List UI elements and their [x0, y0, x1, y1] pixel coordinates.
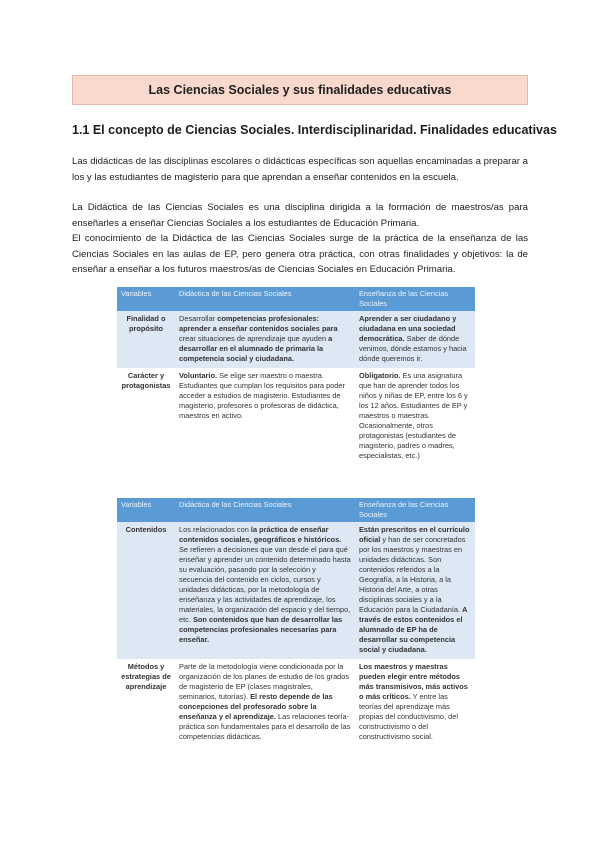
cell-ensenanza [355, 659, 475, 746]
row-label: Métodos y estrategias de aprendizaje [121, 662, 171, 691]
paragraph-intro: Las didácticas de las disciplinas escolares o didácticas específicas son aquellas encaminadas a preparar a los y las estudiantes de magisterio para que aprendan a enseñar contenidos en la escuela. [72, 156, 528, 183]
cell-text: Los relacionados con [179, 525, 251, 534]
table-row [117, 368, 475, 465]
cell-text-bold: El resto depende de las concepciones del profesorado sobre la enseñanza y el aprendizaje. [179, 692, 333, 721]
cell-text: Es una asignatura que han de aprender todos los niños y niñas de EP, entre los 6 y los 12 años. Estudiantes de EP y maestros o maestras. Ocasionalmente, otros protagonistas (estudiantes de magisterio, padres o madres, especialistas, etc.) [359, 371, 468, 460]
cell-text: y han de ser concretados por los maestros y maestras en unidades didácticas. Son contenidos referidos a la Geografía, a la Historia, a la Historia del Arte, a otras disciplinas sociales y a la Educación para la Ciudadanía. [359, 535, 466, 614]
cell-didactica [175, 659, 355, 746]
paragraph-didactica [72, 200, 528, 278]
header-variables: Variables [117, 287, 175, 311]
paragraph-didactica-b: El conocimiento de la Didáctica de las Ciencias Sociales surge de la práctica de la enseñanza de las Ciencias Sociales en las aulas de EP, pero genera otra práctica, con otras finalidades y objetivos: la de enseñar a enseñar a los futuros maestros/as de Ciencias Sociales en Educación Primaria. [72, 233, 528, 275]
cell-text-bold: Voluntario. [179, 371, 218, 380]
cell-text-bold: Obligatorio. [359, 371, 401, 380]
cell-didactica [175, 368, 355, 465]
cell-text: Se elige ser maestro o maestra. Estudiantes que cumplan los requisitos para poder acceder a estudios de magisterio. Estudiantes de magisterio, profesores o profesoras de didáctica, maestros en activo. [179, 371, 345, 420]
cell-text-bold: A través de estos contenidos el alumnado de EP ha de desarrollar su competencia social y ciudadana. [359, 605, 468, 654]
table-header-row [117, 287, 475, 311]
row-label: Carácter y protagonistas [121, 371, 171, 390]
cell-ensenanza [355, 368, 475, 465]
cell-text: crear situaciones de aprendizaje que ayuden [179, 334, 329, 343]
cell-text: (clases magistrales, seminarios, tutorías). [179, 682, 313, 701]
cell-ensenanza [355, 522, 475, 659]
cell-text: Las relaciones teoría-práctica son fundamentales para el desarrollo de las competencias didácticas. [179, 712, 351, 741]
table-header-row [117, 498, 475, 522]
cell-didactica [175, 522, 355, 659]
header-didactica: Didáctica de las Ciencias Sociales [175, 498, 355, 522]
section-heading: 1.1 El concepto de Ciencias Sociales. Interdisciplinaridad. Finalidades educativas [72, 123, 557, 137]
row-label: Finalidad o propósito [117, 311, 175, 368]
table-row [117, 311, 475, 368]
cell-text-bold: la práctica de enseñar contenidos sociales, geográficos e históricos. [179, 525, 342, 544]
document-title: Las Ciencias Sociales y sus finalidades educativas [72, 75, 528, 105]
cell-text: Saber de dónde venimos, dónde estamos y hacia dónde queremos ir. [359, 334, 467, 363]
comparison-table-2 [117, 498, 475, 746]
header-variables: Variables [117, 498, 175, 522]
cell-text: Desarrollar [179, 314, 218, 323]
table-row [117, 522, 475, 659]
paragraph-didactica-a: La Didáctica de las Ciencias Sociales es una disciplina dirigida a la formación de maestros/as para enseñarles a enseñar Ciencias Sociales a los estudiantes de Educación Primaria. [72, 202, 528, 229]
comparison-table-1 [117, 287, 475, 465]
header-ensenanza: Enseñanza de las Ciencias Sociales [355, 287, 475, 311]
cell-text-bold: a desarrollar en el alumnado de primaria la competencia social y ciudadana. [179, 334, 333, 363]
cell-text: Y entre las teorías del aprendizaje más propias del conductivismo, del constructivismo o del constructivismo social. [359, 692, 459, 741]
cell-text-bold: Son contenidos que han de desarrollar las competencias profesionales necesarias para enseñar. [179, 615, 343, 644]
header-ensenanza: Enseñanza de las Ciencias Sociales [355, 498, 475, 522]
cell-text-bold: competencias profesionales: aprender a enseñar contenidos sociales para [179, 314, 338, 333]
cell-text: Parte de la metodología viene condicionada por la organización de los planes de estudio de los grados de magisterio de EP [179, 662, 350, 691]
cell-didactica [175, 311, 355, 368]
row-label: Contenidos [117, 522, 175, 659]
cell-ensenanza [355, 311, 475, 368]
cell-text-bold: Los maestros y maestras pueden elegir entre métodos más transmisivos, más activos o más críticos. [359, 662, 468, 701]
header-didactica: Didáctica de las Ciencias Sociales [175, 287, 355, 311]
table-row [117, 659, 475, 746]
cell-text-bold: Están prescritos en el currículo oficial [359, 525, 470, 544]
cell-text: Se refieren a decisiones que van desde el para qué enseñar y aprender un contenido determinado hasta su evaluación, pasando por la selección y secuencia del contenido en ciclos, cursos y unidades didácticas, por la metodología de enseñanza y las actividades de aprendizaje, los materiales, la organización del espacio y del tiempo, etc. [179, 545, 351, 624]
cell-text-bold: Aprender a ser ciudadano y ciudadana en una sociedad democrática. [359, 314, 457, 343]
